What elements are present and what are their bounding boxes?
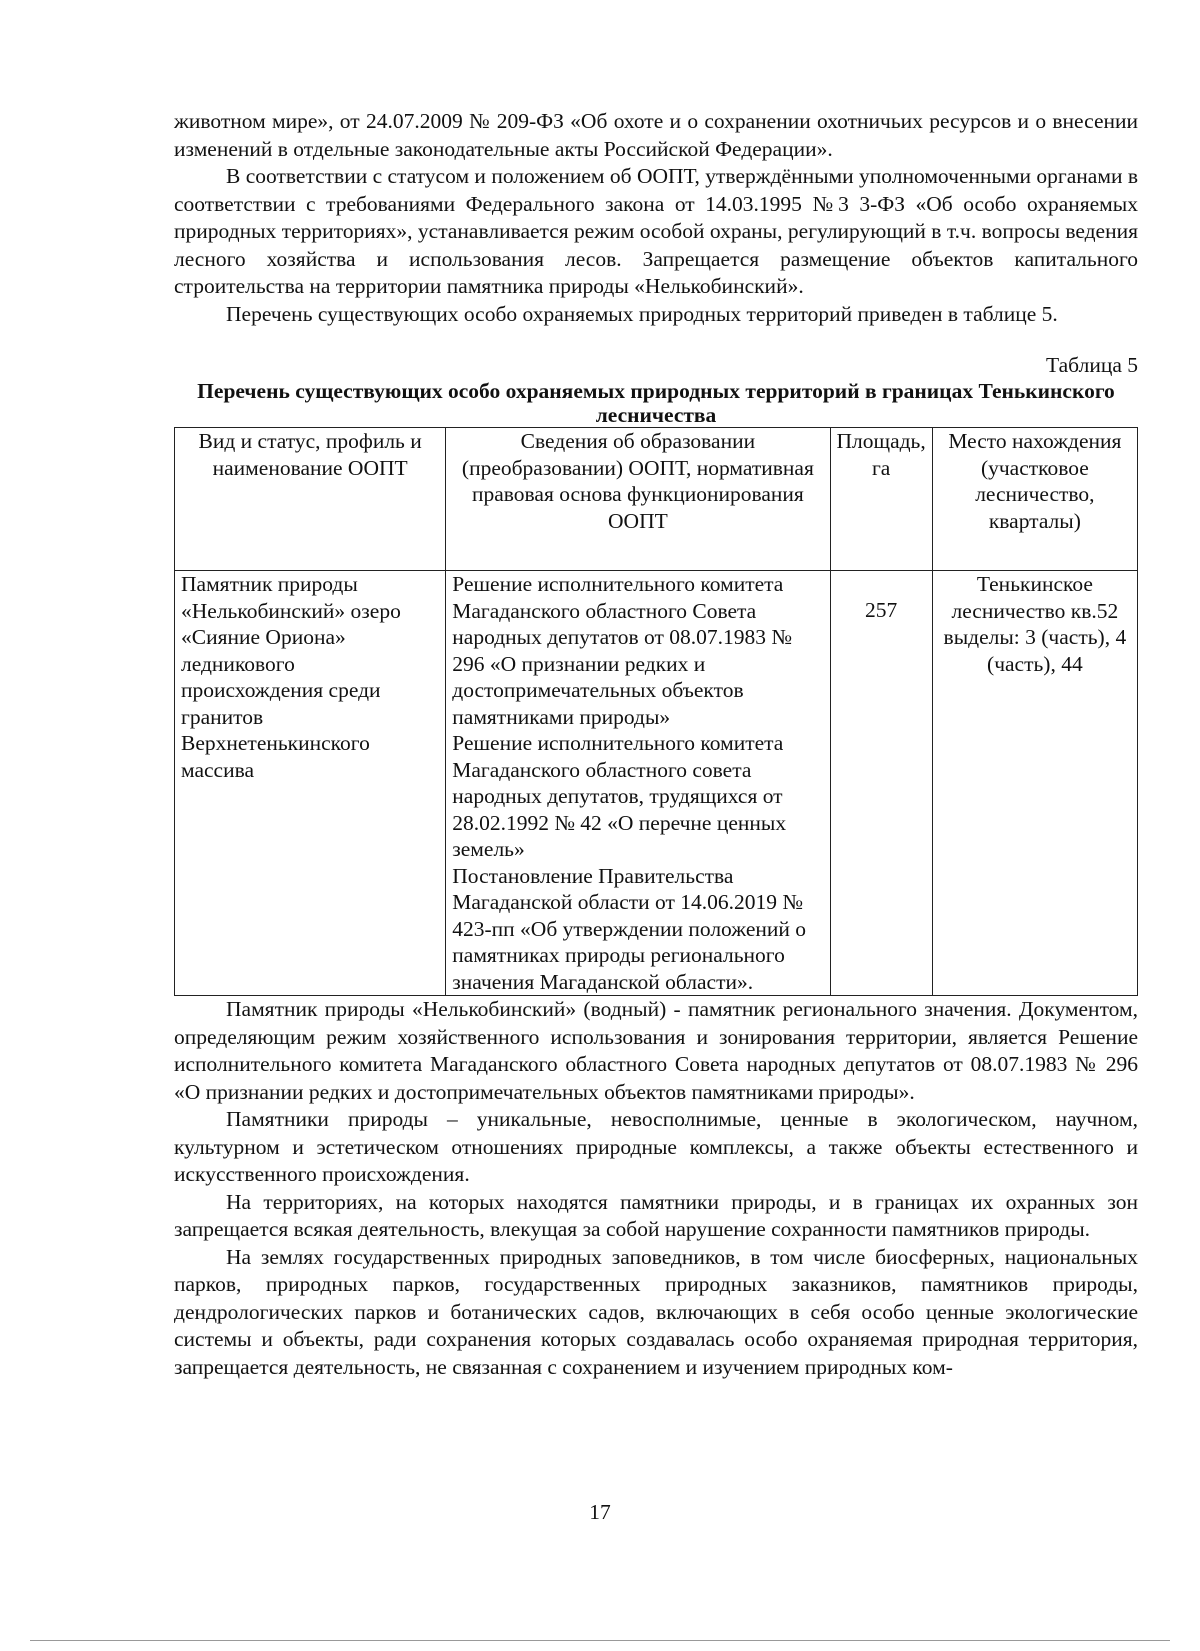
body-paragraph-4: Памятник природы «Нелькобинский» (водный) - памятник регионального значения. Документом, определяющим режим хозяйственного использования и зонирования территории, является Решение исполнительного комитета Магаданского областного Совета народных депутатов от 08.07.1983 № 296 «О признании редких и достопримечательных объектов памятниками природы». [174, 997, 1138, 1104]
body-paragraph-7: На землях государственных природных заповедников, в том числе биосферных, национальных парков, природных парков, государственных природных заказников, памятников природы, дендрологических парков и ботанических садов, включающих в себя особо ценные экологические системы и объекты, ради сохранения которых создавалась особо охраняемая природная территория, запрещается деятельность, не связанная с сохранением и изучением природных ком- [174, 1244, 1138, 1379]
table-row [175, 571, 1138, 996]
header-area: Площадь, га [830, 428, 932, 571]
body-paragraph-5: Памятники природы – уникальные, невосполнимые, ценные в экологическом, научном, культурном и эстетическом отношениях природные комплексы, а также объекты естественного и искусственного происхождения. [174, 1107, 1138, 1186]
document-page [174, 108, 1138, 1381]
header-location: Место нахождения (участковое лесничество, кварталы) [932, 428, 1137, 571]
header-basis: Сведения об образовании (преобразовании) ООПТ, нормативная правовая основа функционирования ООПТ [446, 428, 830, 571]
intro-paragraph-2: В соответствии с статусом и положением об ООПТ, утверждёнными уполномоченными органами в соответствии с требованиями Федерального закона от 14.03.1995 №3 3-ФЗ «Об особо охраняемых природных территориях», устанавливается режим особой охраны, регулирующий в т.ч. вопросы ведения лесного хозяйства и использования лесов. Запрещается размещение объектов капитального строительства на территории памятника природы «Нелькобинский». [174, 164, 1138, 298]
oopt-table [174, 427, 1138, 996]
page-number: 17 [589, 1500, 611, 1524]
cell-area: 257 [830, 571, 932, 996]
basis-decision-1992: Решение исполнительного комитета Магаданского областного совета народных депутатов, трудящихся от 28.02.1992 № 42 «О перечне ценных земель» [452, 731, 787, 861]
basis-decision-1983: Решение исполнительного комитета Магаданского областного Совета народных депутатов от 08.07.1983 № 296 «О признании редких и достопримечательных объектов памятниками природы» [452, 572, 792, 729]
cell-basis [446, 571, 830, 996]
intro-paragraph-3: Перечень существующих особо охраняемых природных территорий приведен в таблице 5. [226, 301, 1058, 326]
cell-name: Памятник природы «Нелькобинский» озеро «Сияние Ориона» ледникового происхождения среди гранитов Верхнетенькинского массива [175, 571, 446, 996]
table-header-row [175, 428, 1138, 571]
table-title: Перечень существующих особо охраняемых природных территорий в границах Тенькинского лесничества [197, 379, 1115, 427]
header-name: Вид и статус, профиль и наименование ООПТ [175, 428, 446, 571]
cell-location: Тенькинское лесничество кв.52 выделы: 3 (часть), 4 (часть), 44 [932, 571, 1137, 996]
basis-resolution-2019: Постановление Правительства Магаданской области от 14.06.2019 № 423-пп «Об утверждении положений о памятниках природы регионального значения Магаданской области». [452, 863, 807, 994]
scan-edge-divider [30, 1640, 1170, 1641]
body-paragraph-6: На территориях, на которых находятся памятники природы, и в границах их охранных зон запрещается всякая деятельность, влекущая за собой нарушение сохранности памятников природы. [174, 1189, 1138, 1241]
intro-paragraph-1: животном мире», от 24.07.2009 № 209-ФЗ «Об охоте и о сохранении охотничьих ресурсов и о внесении изменений в отдельные законодательные акты Российской Федерации». [174, 109, 1138, 161]
table-label: Таблица 5 [1046, 353, 1138, 377]
